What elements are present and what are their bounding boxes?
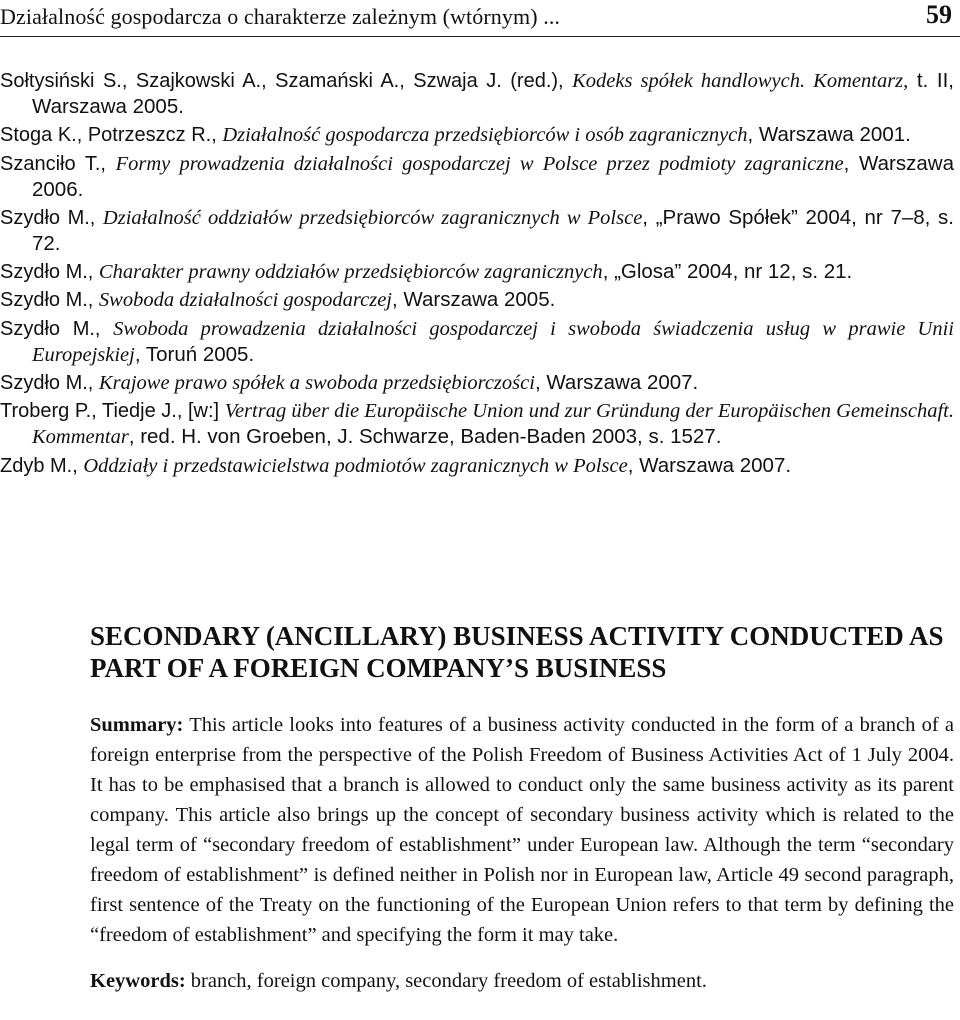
- bibliography-list: [0, 68, 954, 481]
- bibliography-entry: Stoga K., Potrzeszcz R., Działalność gospodarcza przedsiębiorców i osób zagranicznych, Warszawa 2001.: [0, 123, 911, 147]
- running-header-title: Działalność gospodarcza o charakterze zależnym (wtórnym) ...: [0, 4, 561, 29]
- running-header: [0, 0, 960, 40]
- bibliography-entry: Szanciło T., Formy prowadzenia działalności gospodarczej w Polsce przez podmioty zagraniczne, Warszawa 2006.: [0, 151, 954, 201]
- keywords-label: Keywords:: [90, 970, 186, 992]
- summary-label: Summary:: [90, 714, 184, 736]
- bibliography-entry: Szydło M., Swoboda działalności gospodarczej, Warszawa 2005.: [0, 288, 556, 312]
- summary-paragraph: [90, 710, 954, 950]
- page-number: 59: [926, 0, 952, 29]
- bibliography-entry: Sołtysiński S., Szajkowski A., Szamański A., Szwaja J. (red.), Kodeks spółek handlowych. Komentarz, t. II, Warszawa 2005.: [0, 69, 955, 118]
- article-title: SECONDARY (ANCILLARY) BUSINESS ACTIVITY CONDUCTED AS PART OF A FOREIGN COMPANY’S BUSINESS: [90, 621, 944, 683]
- bibliography-entry: Szydło M., Swoboda prowadzenia działalności gospodarczej i swoboda świadczenia usług w prawie Unii Europejskiej, Toruń 2005.: [0, 317, 954, 366]
- bibliography-entry: Szydło M., Charakter prawny oddziałów przedsiębiorców zagranicznych, „Glosa” 2004, nr 12, s. 21.: [0, 260, 853, 284]
- bibliography-entry: Troberg P., Tiedje J., [w:] Vertrag über die Europäische Union und zur Gründung der Europäischen Gemeinschaft. Kommentar, red. H. von Groeben, J. Schwarze, Baden-Baden 2003, s. 1527.: [0, 400, 954, 449]
- bibliography-entry: Szydło M., Krajowe prawo spółek a swoboda przedsiębiorczości, Warszawa 2007.: [0, 371, 699, 395]
- article-summary-section: [90, 620, 954, 1017]
- bibliography-entry: Zdyb M., Oddziały i przedstawicielstwa podmiotów zagranicznych w Polsce, Warszawa 2007.: [0, 453, 792, 477]
- bibliography-entry: Szydło M., Działalność oddziałów przedsiębiorców zagranicznych w Polsce, „Prawo Spółek” 2004, nr 7–8, s. 72.: [0, 205, 954, 255]
- summary-text: This article looks into features of a business activity conducted in the form of a branch of a foreign enterprise from the perspective of the Polish Freedom of Business Activities Act of 1 July 2004. It has to be emphasised that a branch is allowed to conduct only the same business activity as its parent company. This article also brings up the concept of secondary business activity which is related to the legal term of “secondary freedom of establishment” under European law. Although the term “secondary freedom of establishment” is defined neither in Polish nor in European law, Article 49 second paragraph, first sentence of the Treaty on the functioning of the European Union refers to that term by defining the “freedom of establishment” and specifying the form it may take.: [90, 714, 954, 946]
- header-divider: [0, 36, 960, 37]
- keywords-text: branch, foreign company, secondary freedom of establishment.: [185, 970, 707, 992]
- keywords-paragraph: [90, 966, 954, 996]
